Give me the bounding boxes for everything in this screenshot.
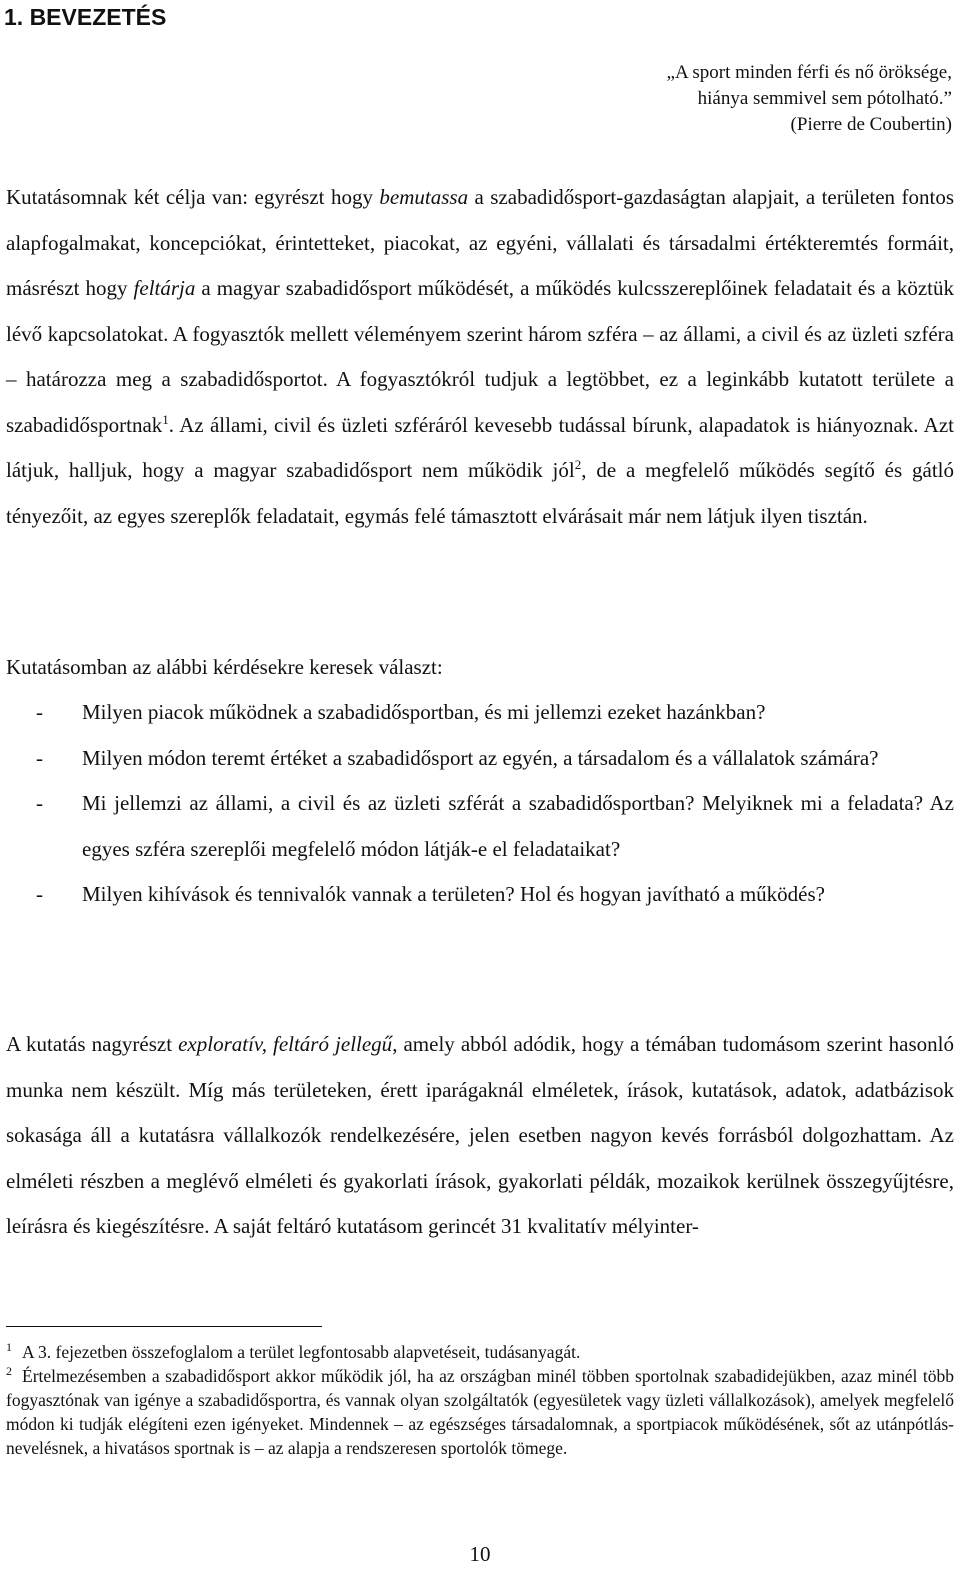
footnote-text: Értelmezésemben a szabadidősport akkor működik jól, ha az országban minél többen sportolnak szabadidejükben, azaz minél több fogyasztónak van igénye a szabadidősportra, és vannak olyan szolgáltatók (egyesületek vagy üzleti vállalkozások), amelyek megfelelő módon ki tudják elégíteni ezen igényeket. Mindennek – az egészséges társadalomnak, a sportpiacok működésének, sőt az utánpótlás-nevelésnek, a hivatásos sportnak is – az alapja a rendszeresen sportolók tömege. (6, 1366, 954, 1458)
footnote-divider (6, 1326, 322, 1327)
footnote-text: A 3. fejezetben összefoglalom a terület legfontosabb alapvetéseit, tudásanyagát. (22, 1342, 581, 1362)
emphasis: bemutassa (379, 185, 469, 209)
footnote-mark: 2 (6, 1364, 12, 1379)
question-text: Milyen piacok működnek a szabadidősportban, és mi jellemzi ezeket hazánkban? (82, 700, 766, 724)
paragraph-methodology (6, 1022, 954, 1250)
emphasis: feltárja (133, 276, 196, 300)
paragraph-questions-intro: Kutatásomban az alábbi kérdésekre keresek választ: (6, 655, 443, 679)
footnote-1 (6, 1340, 954, 1364)
epigraph-line: „A sport minden férfi és nő öröksége, (666, 62, 952, 83)
text-run: A kutatás nagyrészt (6, 1032, 179, 1056)
list-item (6, 872, 954, 918)
list-dash: - (36, 700, 43, 724)
research-questions-list (6, 690, 954, 918)
list-dash: - (36, 791, 43, 815)
text-run: Kutatásomnak két célja van: egyrészt hogy (6, 185, 380, 209)
footnote-mark: 1 (6, 1340, 12, 1355)
text-run: , de a megfelelő működés segítő és gátló tényezőit, az egyes szereplők feladatait, egymás felé támasztott elvárásait már nem látjuk ilyen tisztán. (6, 458, 954, 528)
paragraph-research-goals (6, 175, 954, 539)
text-run: a szabadidősport-gazdaságtan alapjait, a területen fontos alapfogalmakat, koncepciókat, érintetteket, piacokat, az egyéni, vállalati és társadalmi értékteremtés formáit, másrészt hogy (6, 185, 954, 300)
question-text: Milyen módon teremt értéket a szabadidősport az egyén, a társadalom és a vállalatok számára? (82, 745, 879, 770)
list-item (6, 781, 954, 872)
text-run: a magyar szabadidősport működését, a működés kulcsszereplőinek feladatait és a köztük lévő kapcsolatokat. A fogyasztók mellett véleményem szerint három szféra – az állami, a civil és az üzleti szféra – határozza meg a szabadidősportot. A fogyasztókról tudjuk a legtöbbet, ez a leginkább kutatott területe a szabadidősportnak (6, 276, 954, 437)
footnote-ref[interactable]: 1 (162, 411, 169, 427)
question-text: Milyen kihívások és tennivalók vannak a területen? Hol és hogyan javítható a működés? (82, 882, 825, 906)
emphasis: exploratív, feltáró jellegű (178, 1032, 393, 1056)
text-run: , amely abból adódik, hogy a témában tudomásom szerint hasonló munka nem készült. Míg más területeken, érett iparágaknál elméletek, írások, kutatások, adatok, adatbázisok sokasága áll a kutatásra vállalkozók rendelkezésére, jelen esetben nagyon kevés forrásból dolgozhattam. Az elméleti részben a meglévő elméleti és gyakorlati írások, gyakorlati példák, mozaikok kerülnek összegyűjtésre, leírásra és kiegészítésre. A saját feltáró kutatásom gerincét 31 kvalitatív mélyinter- (6, 1032, 955, 1238)
list-item (6, 736, 954, 782)
list-dash: - (36, 745, 43, 770)
epigraph-author: (Pierre de Coubertin) (790, 114, 952, 135)
text-run: . Az állami, civil és üzleti szféráról kevesebb tudással bírunk, alapadatok is hiányoznak. Azt látjuk, halljuk, hogy a magyar szabadidősport nem működik jól (6, 412, 954, 482)
footnotes (6, 1340, 954, 1460)
footnote-2 (6, 1364, 954, 1460)
list-dash: - (36, 882, 43, 906)
question-text: Mi jellemzi az állami, a civil és az üzleti szférát a szabadidősportban? Melyiknek mi a feladata? Az egyes szféra szereplői megfelelő módon látják-e el feladataikat? (82, 791, 954, 861)
epigraph-line: hiánya semmivel sem pótolható.” (697, 88, 952, 109)
page-number: 10 (469, 1542, 491, 1566)
list-item (6, 690, 954, 736)
footnote-ref[interactable]: 2 (574, 457, 582, 472)
chapter-heading: 1. BEVEZETÉS (4, 4, 167, 30)
epigraph-quote (667, 60, 952, 138)
